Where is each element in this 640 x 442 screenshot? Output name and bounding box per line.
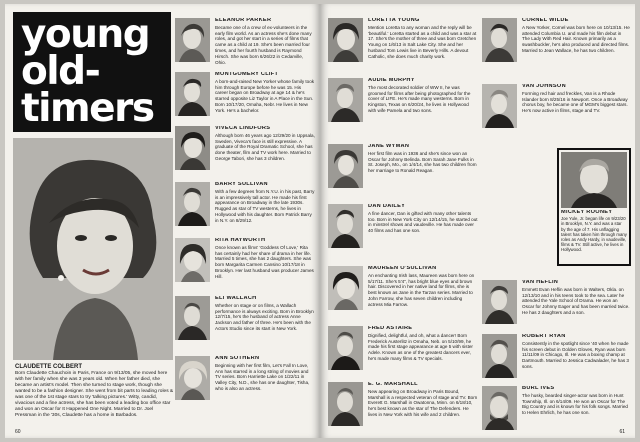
entry-text: Mention Loretta to any woman and the reply will be 'beautiful.' Loretta started as a child and was a star at 17. She's the mother of three and was born Gretchen Young on 1/6/13 in Salt Lake City. She and her husband Tom Lewis live in Beverly Hills. A devout Catholic, she does much charity work. bbox=[368, 24, 477, 59]
entry-name: AUDIE MURPHY bbox=[368, 78, 415, 83]
entry-name: RITA HAYWORTH bbox=[215, 238, 266, 243]
entry-text: A fine dancer, Dan is gifted with many other talents too. Born in New York City on 12/14/15, he started out in minstrel shows and vaudeville. He has made over 40 films and has one son. bbox=[368, 210, 478, 234]
entry-name: JANE WYMAN bbox=[368, 144, 410, 149]
entry-text: With a few degrees from N.Y.U. in his past, Barry is an impressively tall actor. He made his first appearance on Broadway in the late 1930s. Rugged as star of TV westerns, he lives in Hollywood with his daughter. Born Patrick Barry in N.Y. on 8/29/12. bbox=[215, 188, 315, 223]
headshot-photo-icon bbox=[175, 18, 210, 62]
feature-portrait bbox=[13, 138, 173, 360]
entry-name: MONTGOMERY CLIFT bbox=[215, 72, 279, 77]
headshot-photo-icon bbox=[175, 296, 210, 340]
entry-name: ROBERT RYAN bbox=[522, 334, 566, 339]
entry bbox=[328, 382, 478, 426]
entry-name: VAN JOHNSON bbox=[522, 84, 566, 89]
entry-text: Forming red hair and freckles, Van is a Rhode Islander born 8/25/16 in Newport. Once a Broadway chorus boy, he became one of MGM's biggest stars. He's now active in films, stage and TV. bbox=[522, 90, 628, 114]
headshot-photo-icon bbox=[175, 126, 210, 170]
headline bbox=[13, 12, 171, 132]
entry bbox=[175, 356, 315, 400]
entry bbox=[482, 386, 630, 430]
entry-name: VIVECA LINDFORS bbox=[215, 126, 271, 131]
entry bbox=[328, 266, 478, 310]
entry bbox=[175, 126, 315, 170]
entry-name: ANN SOTHERN bbox=[215, 356, 260, 361]
entry-text: Once known as films' 'Goddess Of Love,' Rita has certainly had her share of drama in her life. Married 5 times, she has 2 daughters. She was born Margarita Carmen Cansino 10/17/18 in Brooklyn. Her last husband was producer James Hill. bbox=[215, 244, 314, 279]
entry bbox=[175, 18, 315, 65]
entry-name: VAN HEFLIN bbox=[522, 280, 559, 285]
headshot-photo-icon bbox=[482, 386, 517, 430]
headshot-photo-icon bbox=[328, 78, 363, 122]
headline-line-3: timers bbox=[21, 86, 154, 131]
headshot-photo-icon bbox=[175, 356, 210, 400]
entry-name: ELI WALLACH bbox=[215, 296, 257, 301]
right-page bbox=[320, 4, 635, 438]
entry bbox=[175, 296, 315, 340]
feature-name: CLAUDETTE COLBERT bbox=[15, 364, 82, 370]
entry-name: LORETTA YOUNG bbox=[368, 18, 420, 23]
entry-name: FRED ASTAIRE bbox=[368, 326, 413, 331]
entry bbox=[175, 238, 315, 282]
page-number: 61 bbox=[619, 429, 625, 435]
entry bbox=[482, 334, 630, 378]
headshot-photo-icon bbox=[175, 238, 210, 282]
headshot-photo-icon bbox=[482, 334, 517, 378]
headshot-photo-icon bbox=[175, 182, 210, 226]
entry-text: Dignified, delightful, and oh, what a dancer! Born Frederick Austerlitz in Omaha, Neb. on 5/10/99, he made his first stage appearance at age 5 with sister Adele. Known as one of the greatest dancers ever, he's made many films & TV specials. bbox=[368, 332, 473, 361]
headshot-photo-icon bbox=[482, 84, 517, 128]
entry-text: Emmett Evan Heflin was born in Walters, Okla. on 12/13/10 and in his teens took to the sea. Later he attended the Yale School of Drama. He won an Oscar for Johnny Eager and has been married twice. He has 2 daughters and a son. bbox=[522, 286, 630, 315]
headshot-photo-icon bbox=[175, 72, 210, 116]
headshot-photo-icon bbox=[482, 18, 517, 62]
entry-text: Consistently in the spotlight since '40 when he made his screen debut in Golden Gloves, Ryan was born 11/11/09 in Chicago, Ill. He was a boxing champ at Dartmouth. Married to Jessica Cadwalader, he has 3 sons. bbox=[522, 340, 629, 369]
page-number: 60 bbox=[15, 429, 21, 435]
entry-name: DAN DAILEY bbox=[368, 204, 406, 209]
entry bbox=[482, 18, 630, 62]
entry-text: Whether on stage or on films, a Wallach performance is always exciting. Born in Brooklyn 12/7/15, he's the husband of actress Anne Jackson and father of three. He's been with the Actors Studio since its start in New York. bbox=[215, 302, 314, 331]
headshot-photo-icon bbox=[328, 204, 363, 248]
headshot-photo-icon bbox=[561, 152, 627, 208]
entry-name: MICKEY ROONEY bbox=[561, 210, 613, 215]
entry bbox=[328, 204, 478, 248]
entry-name: E. G. MARSHALL bbox=[368, 382, 418, 387]
entry-text: New appearing on Broadway in Paris Bound, Marshall is a respected veteran of stage and TV. Born Everett G. Marshall in Owatonna, Minn. on 6/18/10, he's best known as the star of The Defenders. He lives in New York with his wife and 2 children. bbox=[368, 388, 478, 417]
entry bbox=[482, 280, 630, 324]
entry bbox=[175, 182, 315, 226]
headshot-photo-icon bbox=[328, 326, 363, 370]
headshot-photo-icon bbox=[328, 18, 363, 62]
headshot-photo-icon bbox=[328, 144, 363, 188]
entry-text: The husky, bearded singer-actor was born in Hunt Township, Ill. on 6/14/09. He won an Oscar for The Big Country and is known for his folk songs. Married to Helen Ehrlich, he has one son. bbox=[522, 392, 628, 416]
entry-name: BARRY SULLIVAN bbox=[215, 182, 268, 187]
entry-name: BURL IVES bbox=[522, 386, 555, 391]
entry bbox=[328, 144, 478, 188]
entry bbox=[175, 72, 315, 116]
headshot-photo-icon bbox=[482, 280, 517, 324]
feature-caption bbox=[15, 364, 175, 419]
entry-text: Although born 46 years ago 12/29/20 in Uppsala, Sweden, Viveca's face is still expressive. A graduate of the Royal Dramatic School, she has done theater, film and TV work here. Married to George Tabori, she has 3 children. bbox=[215, 132, 315, 161]
entry-name: CORNEL WILDE bbox=[522, 18, 569, 23]
entry-name: ELEANOR PARKER bbox=[215, 18, 272, 23]
highlight-box bbox=[557, 148, 631, 266]
entry-text: Joe Yule, Jr. began life on 9/23/20 in Brooklyn, N.Y. and was a star by the age of 7. His unflagging talent has taken him through many roles as Andy Hardy, in vaudeville, films & TV. Still active, he lives in Hollywood. bbox=[561, 216, 627, 253]
entry bbox=[328, 18, 478, 62]
portrait-photo-icon bbox=[13, 138, 173, 360]
magazine-spread bbox=[5, 4, 635, 438]
entry bbox=[328, 326, 478, 370]
entry-text: Her first film was in 1936 and she's since won an Oscar for Johnny Belinda. Born Sarah Jane Fulks in St. Joseph, Mo., on 1/4/14, she has two children from her marriage to Ronald Reagan. bbox=[368, 150, 477, 174]
entry bbox=[482, 84, 630, 128]
entry-text: An enchanting Irish lass, Maureen was born here on 5/17/11. She's 5'4", has bright blue eyes and brown hair. Discovered in her native land for films, she is best known as Jane in the Tarzan series. Married to John Farrow, she has seven children including actress Mia Farrow. bbox=[368, 272, 475, 307]
entry-text: A born-and-raised New Yorker whose family took him through Europe before he was 15. His career began on Broadway at age 14 & he's starred opposite Liz Taylor in A Place in the Sun. Born 10/17/20, Omaha, Nebr. He lives in New York. He's a bachelor. bbox=[215, 78, 315, 113]
entry-text: Became one of a crew of ex-volunteers in the early film world. As an actress she's done many roles, and got her start in a series of films that came as a child at 19. She's been married four times, and her fourth husband is Raymond Hirsch. She was born 6/26/22 in Cedarville, Ohio. bbox=[215, 24, 312, 65]
left-page bbox=[5, 4, 320, 438]
headshot-photo-icon bbox=[328, 382, 363, 426]
headline-line-2: old- bbox=[21, 49, 100, 94]
headshot-photo-icon bbox=[328, 266, 363, 310]
entry-text: A New Yorker, Cornel was born here on 10/13/15. He attended Columbia U. and made his film debut in The Lady With Red Hair. Known primarily as a swashbuckler, he's also produced and directed films. Married to Jean Wallace, he has two children. bbox=[522, 24, 630, 53]
entry-text: Beginning with her first film, Let's Fall In Love, Ann has starred in a long string of movies and TV series. Born Harriette Lake on 1/22/11 in Valley City, N.D., she has one daughter, Tisha, who is also an actress. bbox=[215, 362, 310, 391]
feature-text: Born Claudette Chauchoin in Paris, France on 9/13/05, she moved here with her family when she was 3 years old. When her father died, she became an artist's model. Then she turned to stage work, though she wanted to be a fashion designer. She went from bit parts to leading roles & was one of the 1st stage stars to try 'talking pictures.' Witty, candid, vivacious and a fine actress, she has been voted a leading box office star and won an Oscar for It Happened One Night. Married to Dr. Joel Pressman in the '30s, Claudette has a home in Barbados. bbox=[15, 371, 174, 418]
entry-name: MAUREEN O'SULLIVAN bbox=[368, 266, 437, 271]
entry-text: The most decorated soldier of WW II, he was groomed for films after being photographed for the cover of LIFE. He's made many westerns. Born in Kingston, Texas on 6/20/24, he lives in Hollywood with wife Pamela and two sons. bbox=[368, 84, 471, 113]
headline-line-1: young bbox=[21, 12, 150, 57]
entry bbox=[328, 78, 478, 122]
